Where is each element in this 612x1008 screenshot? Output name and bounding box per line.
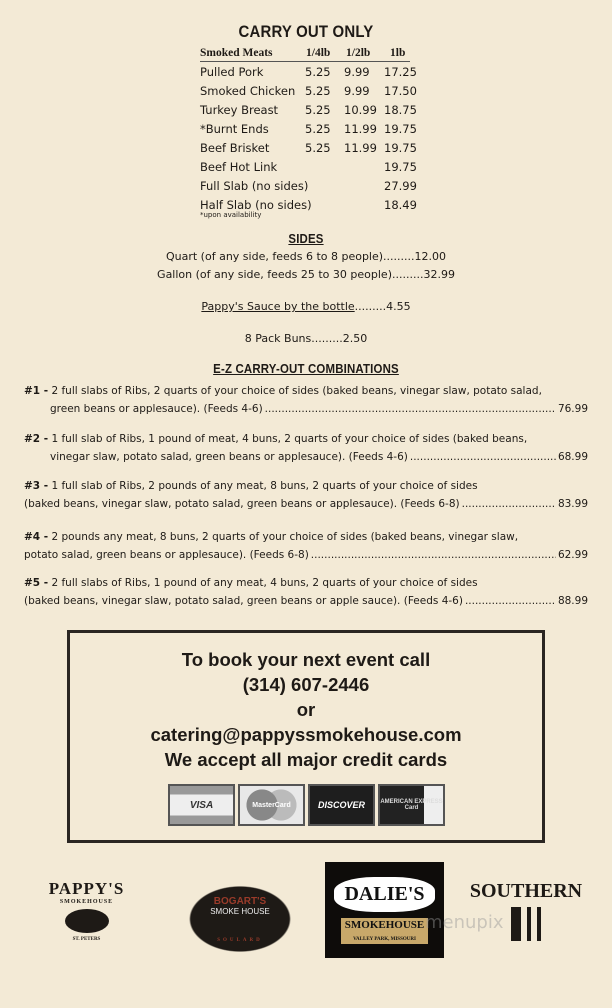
buns-line: 8 Pack Buns.........2.50 — [244, 332, 368, 345]
header-half-lb: 1/2lb — [346, 47, 371, 59]
price-one-lb: 19.75 — [384, 141, 417, 155]
bogarts-location: SOULARD — [217, 937, 263, 943]
pappys-location: ST. PETERS — [72, 936, 101, 942]
combo-item — [24, 528, 588, 564]
price-one-lb: 27.99 — [384, 179, 417, 193]
footnote: *upon availability — [200, 211, 262, 219]
combo-price: 76.99 — [557, 403, 588, 415]
header-smoked-meats: Smoked Meats — [200, 47, 273, 59]
combo-description: 2 full slabs of Ribs, 1 pound of any meat, 4 buns, 2 quarts of your choice of sides — [48, 577, 478, 589]
price-one-lb: 18.49 — [384, 198, 417, 212]
meat-row — [200, 84, 420, 102]
meat-row — [200, 179, 420, 197]
bogarts-name: BOGART'S — [213, 895, 267, 907]
header-underline — [200, 61, 410, 62]
leader-dots — [311, 546, 556, 564]
combo-description: 2 pounds any meat, 8 buns, 2 quarts of your choice of sides (baked beans, vinegar slaw, — [48, 531, 519, 543]
leader-dots — [410, 448, 556, 466]
email-link[interactable]: catering@pappyssmokehouse.com — [150, 724, 462, 745]
meat-row — [200, 122, 420, 140]
meat-row — [200, 160, 420, 178]
visa-logo: VISA — [168, 784, 235, 826]
side-gallon: Gallon (of any side, feeds 25 to 30 people).........32.99 — [157, 268, 455, 281]
combo-description-cont: (baked beans, vinegar slaw, potato salad, green beans or applesauce). (Feeds 6-8) — [24, 498, 460, 510]
bogarts-sub: SMOKE HOUSE — [210, 906, 270, 916]
dalies-name: DALIE'S — [334, 877, 434, 912]
side-quart: Quart (of any side, feeds 6 to 8 people).........12.00 — [165, 250, 447, 263]
item-name: Smoked Chicken — [200, 84, 296, 98]
header-quarter-lb: 1/4lb — [306, 47, 331, 59]
combos-heading: E-Z CARRY-OUT COMBINATIONS — [213, 361, 399, 376]
amex-logo: AMERICAN EXPRESS Card — [378, 784, 445, 826]
combo-price: 62.99 — [557, 549, 588, 561]
combo-number: #4 - — [24, 531, 49, 543]
dalies-logo — [325, 862, 444, 958]
combo-description-cont: (baked beans, vinegar slaw, potato salad, green beans or apple sauce). (Feeds 4-6) — [24, 595, 463, 607]
page-title: CARRY OUT ONLY — [238, 22, 374, 41]
combo-price: 68.99 — [557, 451, 588, 463]
dalies-location: VALLEY PARK, MISSOURI — [353, 936, 416, 942]
leader-dots — [265, 400, 556, 418]
combo-number: #3 - — [24, 480, 49, 492]
price-half-lb: 10.99 — [344, 103, 377, 117]
booking-box — [67, 630, 545, 843]
pig-icon — [65, 909, 109, 933]
combo-number: #2 - — [24, 433, 49, 445]
sauce-line — [0, 300, 612, 313]
watermark: menupix — [425, 912, 504, 933]
dalies-sign — [341, 918, 428, 944]
item-name: *Burnt Ends — [200, 122, 269, 136]
or-text: or — [296, 699, 316, 720]
price-half-lb: 11.99 — [344, 122, 377, 136]
price-half-lb: 11.99 — [344, 141, 377, 155]
pappys-logo — [14, 870, 159, 950]
price-one-lb: 17.25 — [384, 65, 417, 79]
pappys-name: PAPPY'S — [48, 878, 125, 898]
leader-dots — [462, 495, 556, 513]
combo-price: 88.99 — [557, 595, 588, 607]
booking-text: To book your next event call — [181, 649, 431, 670]
knives-icon — [511, 907, 541, 941]
southern-logo — [455, 875, 597, 945]
item-name: Turkey Breast — [200, 103, 279, 117]
meat-row — [200, 141, 420, 159]
discover-logo: DISCOVER — [308, 784, 375, 826]
credit-cards-text: We accept all major credit cards — [164, 749, 448, 770]
combo-number: #1 - — [24, 385, 49, 397]
price-one-lb: 18.75 — [384, 103, 417, 117]
price-one-lb: 17.50 — [384, 84, 417, 98]
combo-number: #5 - — [24, 577, 49, 589]
bogarts-logo — [180, 880, 300, 958]
combo-item — [24, 430, 588, 466]
price-quarter-lb: 5.25 — [305, 103, 331, 117]
phone-number[interactable]: (314) 607-2446 — [242, 674, 370, 695]
price-quarter-lb: 5.25 — [305, 122, 331, 136]
price-half-lb: 9.99 — [344, 65, 370, 79]
price-quarter-lb: 5.25 — [305, 141, 331, 155]
combo-item — [24, 574, 588, 610]
pappys-sub: SMOKEHOUSE — [59, 898, 114, 905]
southern-name: SOUTHERN — [469, 879, 583, 902]
price-quarter-lb: 5.25 — [305, 84, 331, 98]
meat-row — [200, 103, 420, 121]
sauce-label: Pappy's Sauce by the bottle — [201, 300, 355, 313]
header-one-lb: 1lb — [390, 47, 406, 59]
item-name: Pulled Pork — [200, 65, 264, 79]
price-half-lb: 9.99 — [344, 84, 370, 98]
meat-row — [200, 65, 420, 83]
item-name: Beef Brisket — [200, 141, 270, 155]
combo-description: 1 full slab of Ribs, 1 pound of meat, 4 buns, 2 quarts of your choice of sides (baked beans, — [48, 433, 528, 445]
sides-heading: SIDES — [288, 231, 324, 246]
mastercard-logo: MasterCard — [238, 784, 305, 826]
combo-description-cont: vinegar slaw, potato salad, green beans or applesauce). (Feeds 4-6) — [50, 451, 408, 463]
item-name: Half Slab (no sides) — [200, 198, 312, 212]
combo-description: 1 full slab of Ribs, 2 pounds of any meat, 8 buns, 2 quarts of your choice of sides — [48, 480, 478, 492]
price-quarter-lb: 5.25 — [305, 65, 331, 79]
combo-price: 83.99 — [557, 498, 588, 510]
combo-description-cont: potato salad, green beans or applesauce). (Feeds 6-8) — [24, 549, 309, 561]
sauce-price: .........4.55 — [354, 300, 411, 313]
combo-description: 2 full slabs of Ribs, 2 quarts of your choice of sides (baked beans, vinegar slaw, potato salad, — [48, 385, 542, 397]
price-one-lb: 19.75 — [384, 122, 417, 136]
card-logos — [168, 784, 445, 826]
combo-item — [24, 477, 588, 513]
price-one-lb: 19.75 — [384, 160, 417, 174]
dalies-sub: SMOKEHOUSE — [344, 918, 425, 931]
item-name: Full Slab (no sides) — [200, 179, 309, 193]
combo-description-cont: green beans or applesauce). (Feeds 4-6) — [50, 403, 263, 415]
leader-dots — [465, 592, 556, 610]
combo-item — [24, 382, 588, 418]
item-name: Beef Hot Link — [200, 160, 278, 174]
